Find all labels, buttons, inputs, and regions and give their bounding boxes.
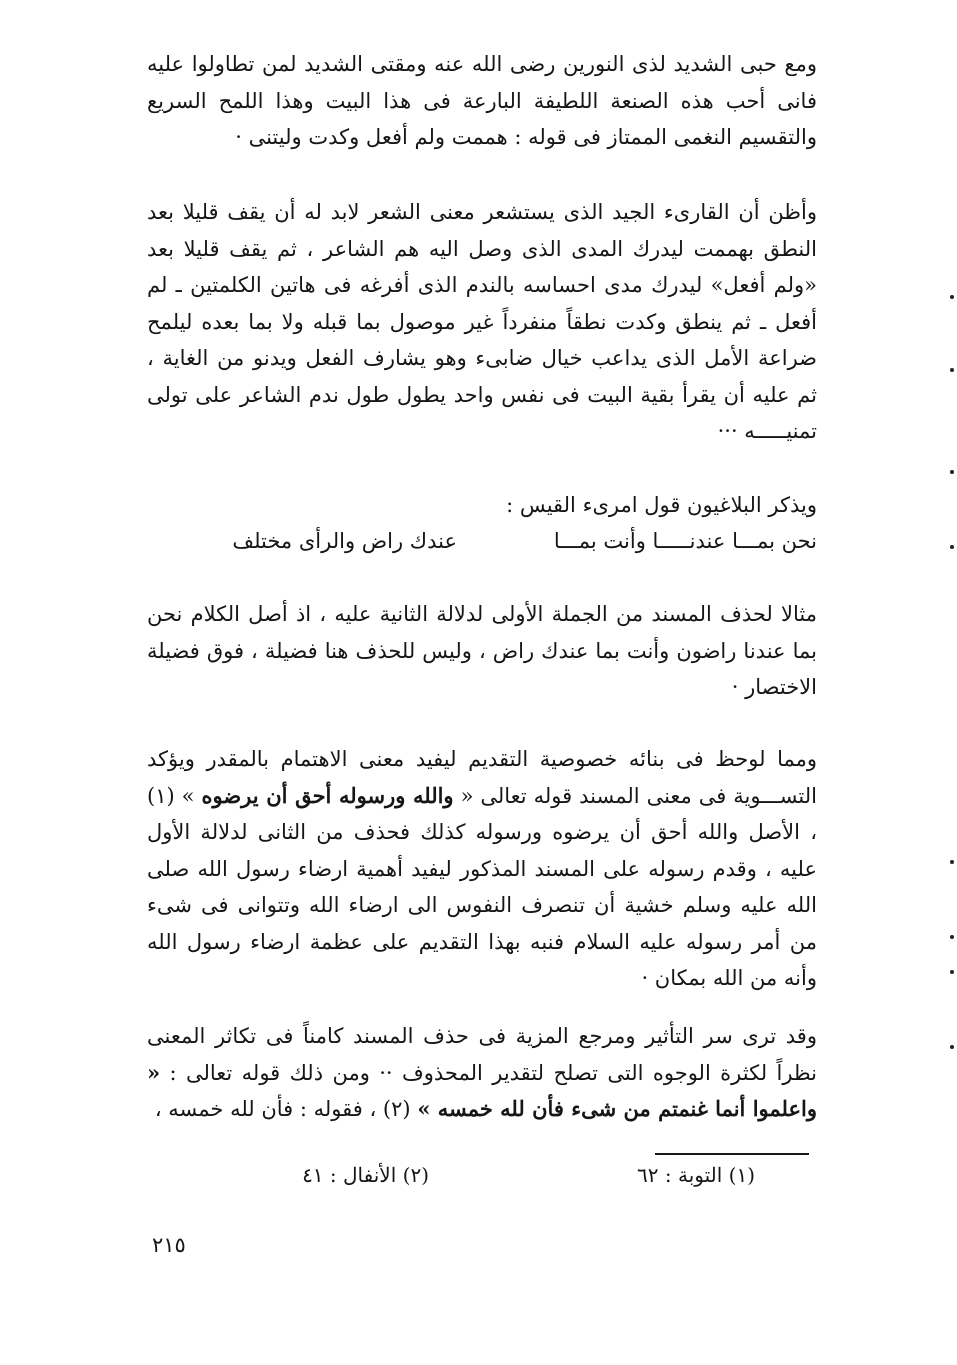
poetry-verse [147,525,817,565]
paragraph-4-text: مثالا لحذف المسند من الجملة الأولى لدلالة الثانية عليه ، اذ أصل الكلام نحن بما عندنا راضون وأنت بما عندك راض ، وليس للحذف هنا فضيلة ، فوق فضيلة الاختصار · [147,602,817,699]
paragraph-1 [147,46,817,156]
paragraph-3 [147,487,817,524]
footnote-2: (٢) الأنفال : ٤١ [302,1163,429,1187]
margin-dot [950,545,954,549]
margin-dot [950,970,954,974]
verse-hemistich-second: عندك راض والرأى مختلف [232,529,457,553]
margin-dot [950,470,954,474]
paragraph-6 [147,1018,817,1128]
footnote-1: (١) التوبة : ٦٢ [637,1163,755,1187]
paragraph-2 [147,194,817,450]
paragraph-3-text: ويذكر البلاغيون قول امرىء القيس : [506,493,817,517]
paragraph-6-text [147,1018,817,1128]
paragraph-1-text: ومع حبى الشديد لذى النورين رضى الله عنه ومقتى الشديد لمن تطاولوا عليه فانى أحب هذه الصنعة اللطيفة البارعة فى هذا البيت وهذا اللمح السريع والتقسيم النغمى الممتاز فى قوله : هممت ولم أفعل وكدت وليتنى · [147,52,817,149]
paragraph-5-part-b: » (١) ، الأصل والله أحق أن يرضوه ورسوله كذلك فحذف من الثانى لدلالة الأول عليه ، وقدم رسوله على المسند المذكور ليفيد أهمية ارضاء رسول الله صلى الله عليه وسلم خشية أن تنصرف النفوس الى ارضاء الله وتتوانى فى شىء من أمر رسوله عليه السلام فنبه بهذا التقديم على عظمة ارضاء رسول الله وأنه من الله بمكان · [147,783,817,990]
quran-quote-2: « واعلموا أنما غنمتم من شىء فأن لله خمسه » [147,1059,817,1121]
margin-dot [950,935,954,939]
verse-hemistich-first: نحن بمـــا عندنـــــا وأنت بمـــا [553,529,817,553]
margin-dot [950,295,954,299]
paragraph-2-text: وأظن أن القارىء الجيد الذى يستشعر معنى الشعر لابد له أن يقف قليلا بعد النطق بهممت ليدرك المدى الذى وصل اليه هم الشاعر ، ثم يقف قليلا بعد «ولم أفعل» ليدرك مدى احساسه بالندم الذى أفرغه فى هاتين الكلمتين ـ لم أفعل ـ ثم ينطق وكدت نطقاً منفرداً غير موصول بما قبله ولا بما بعده ليلمح ضراعة الأمل الذى يداعب خيال ضابىء وهو يشارف الفعل ويدنو من الغاية ، ثم عليه أن يقرأ بقية البيت فى نفس واحد يطول طول ندم الشاعر على تولى تمنيـــــه ··· [147,200,817,443]
page-number: ٢١٥ [152,1233,186,1257]
margin-dot [950,1045,954,1049]
margin-dot [950,368,954,372]
paragraph-4 [147,596,817,706]
paragraph-5-text [147,741,817,997]
paragraph-6-part-a: وقد ترى سر التأثير ومرجع المزية فى حذف المسند كامناً فى تكاثر المعنى نظراً لكثرة الوجوه التى تصلح لتقدير المحذوف ·· ومن ذلك قوله تعالى : [147,1024,817,1085]
margin-dot [950,860,954,864]
paragraph-5 [147,741,817,997]
quran-quote-1: والله ورسوله أحق أن يرضوه [201,782,454,808]
paragraph-5-part-a: ومما لوحظ فى بنائه خصوصية التقديم ليفيد معنى الاهتمام بالمقدر ويؤكد التســـوية فى معنى المسند قوله تعالى « [147,747,817,808]
paragraph-6-part-b: (٢) ، فقوله : فأن لله خمسه ، [154,1097,411,1121]
footnote-divider [655,1153,809,1155]
